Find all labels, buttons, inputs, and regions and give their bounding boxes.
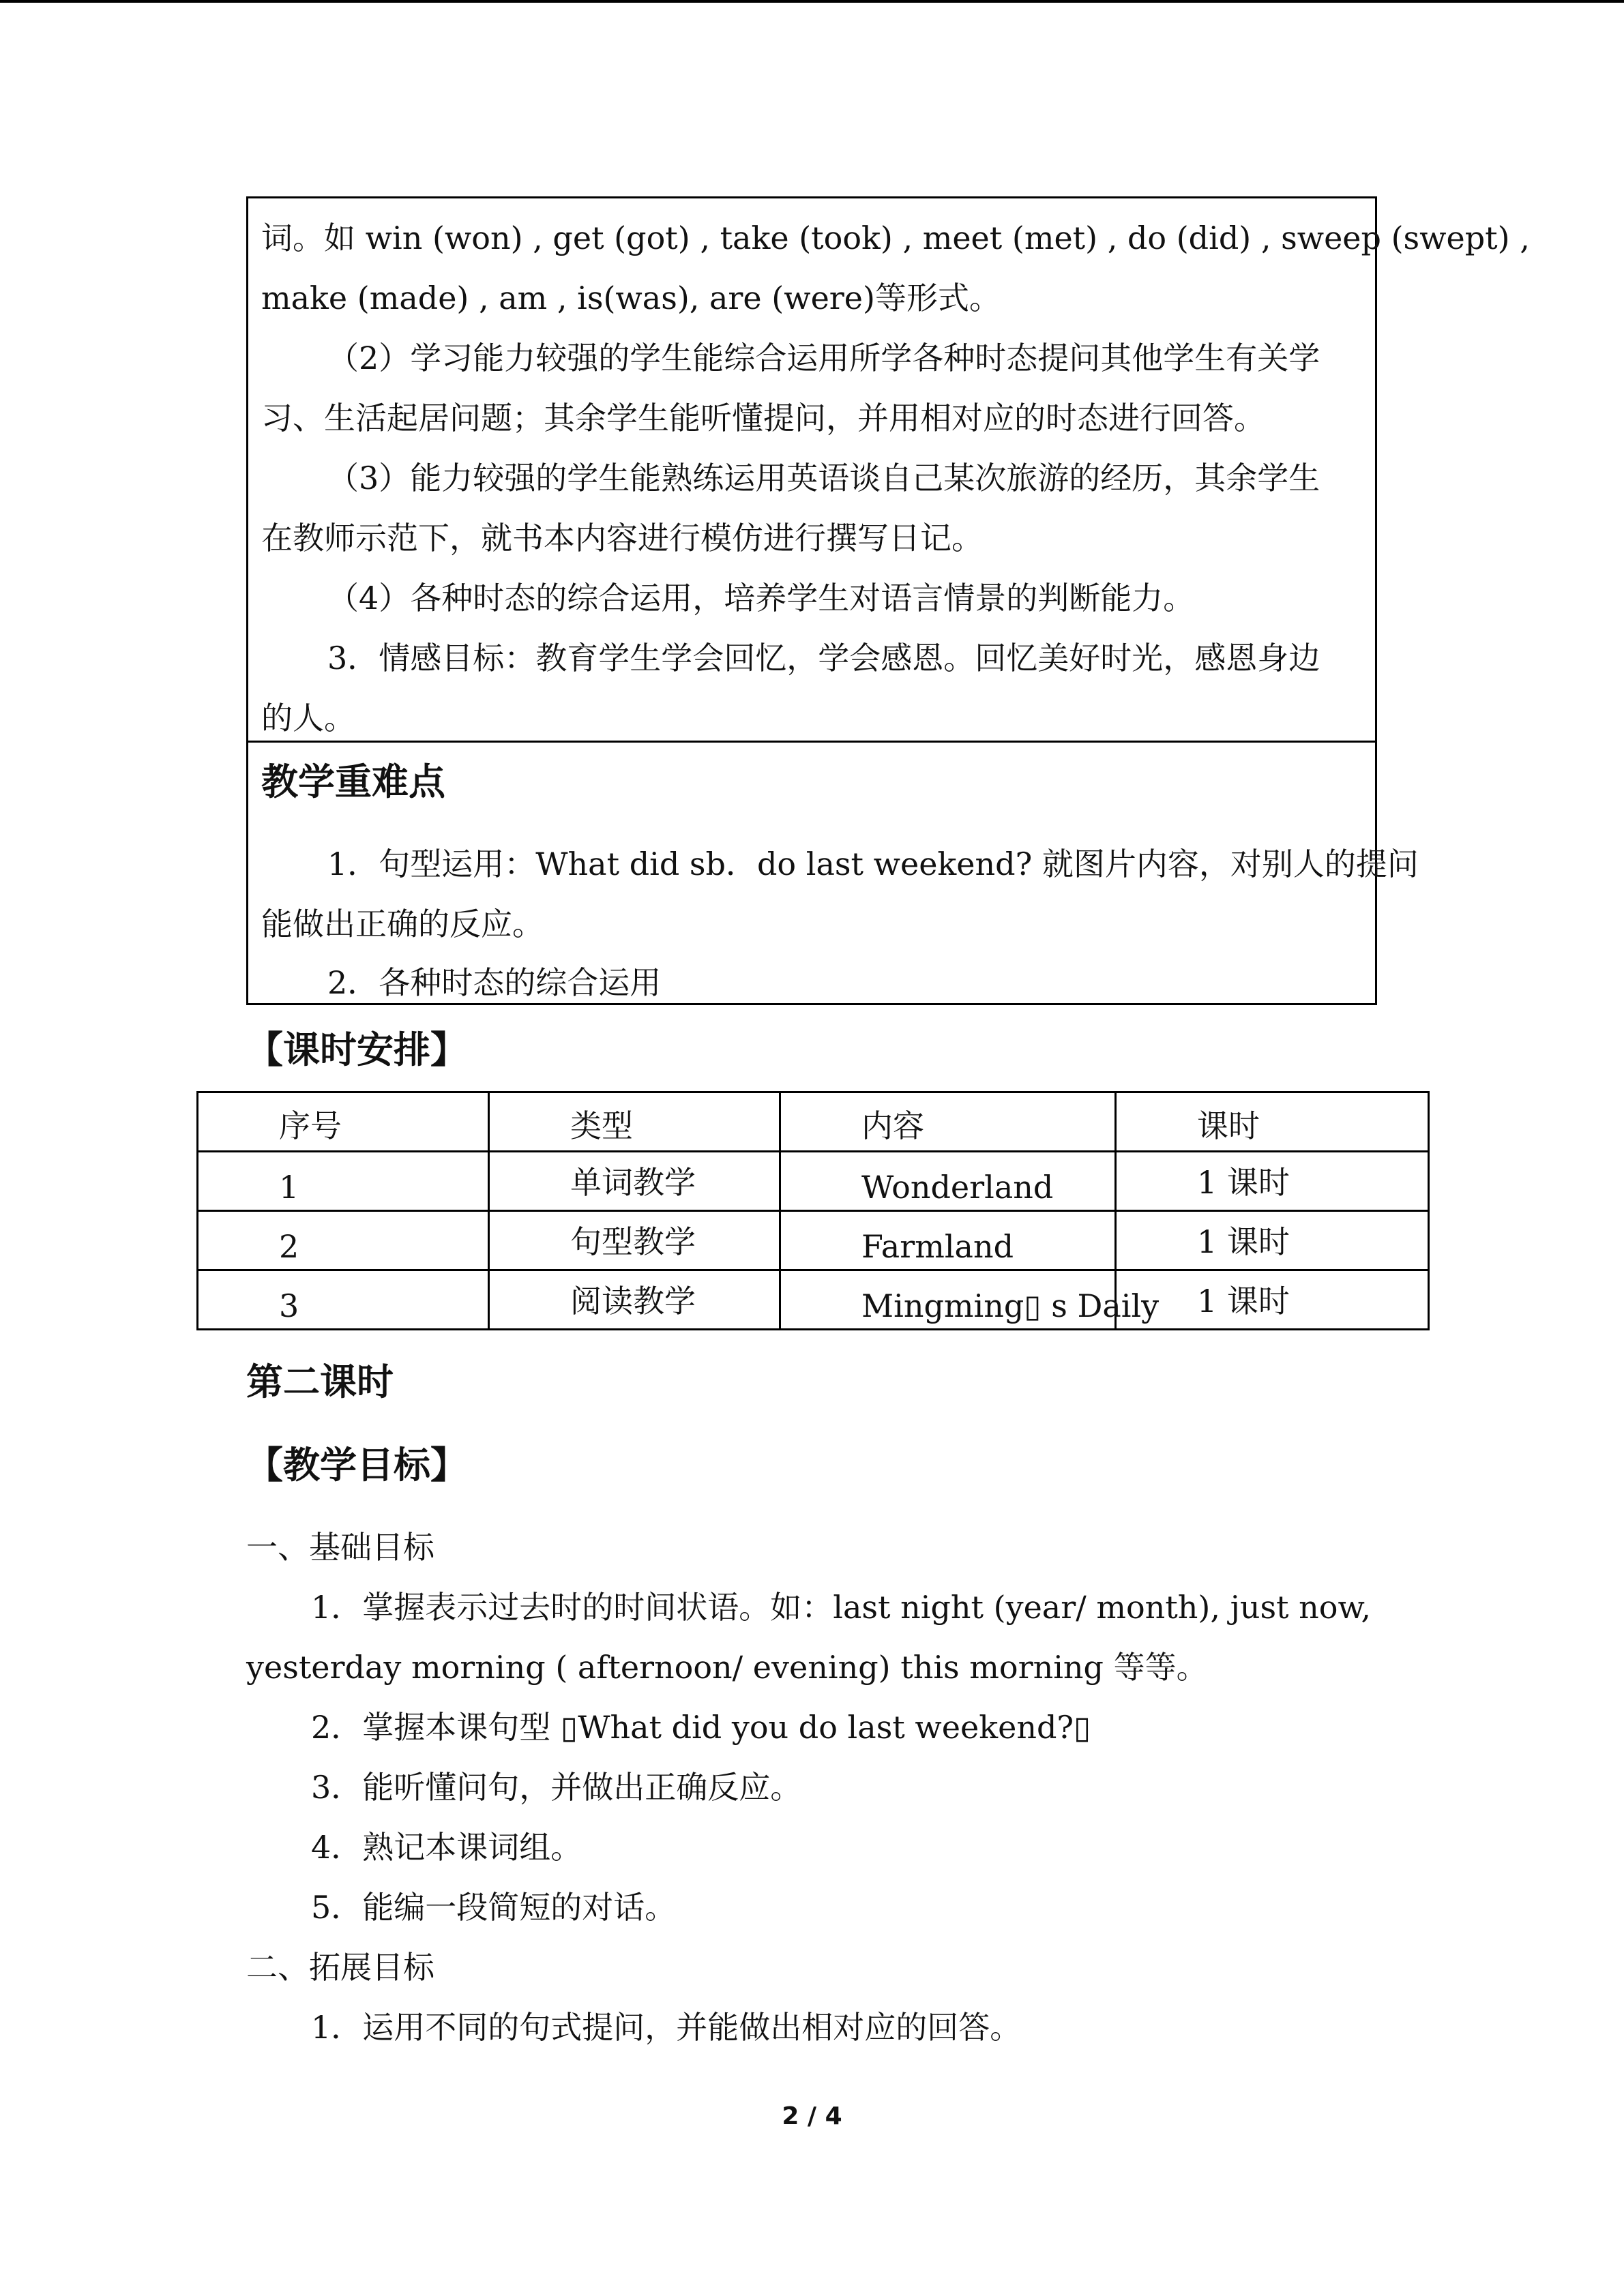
extended-goals-heading: 二、拓展目标 bbox=[246, 1949, 434, 1986]
difficulties-heading: 教学重难点 bbox=[261, 760, 445, 803]
box-line: 3．情感目标：教育学生学会回忆，学会感恩。回忆美好时光，感恩身边 bbox=[327, 640, 1320, 676]
box-line: 词。如 win (won) , get (got) , take (took) , meet (met) , do (did) , sweep (swept) , bbox=[261, 220, 1530, 256]
table-cell: 单词教学 bbox=[489, 1152, 780, 1211]
page-number: 2 / 4 bbox=[782, 2102, 842, 2130]
table-cell: 句型教学 bbox=[489, 1211, 780, 1270]
table-row bbox=[198, 1211, 1429, 1270]
column-header: 序号 bbox=[198, 1092, 489, 1152]
column-header: 课时 bbox=[1116, 1092, 1429, 1152]
table-cell: Mingming▯ s Daily bbox=[780, 1270, 1116, 1330]
top-border-line bbox=[0, 0, 1624, 3]
table-cell: 3 bbox=[198, 1270, 489, 1330]
objectives-heading: 【教学目标】 bbox=[246, 1444, 467, 1487]
basic-goal-item: 4．熟记本课词组。 bbox=[311, 1829, 582, 1866]
table-cell: 1 课时 bbox=[1116, 1211, 1429, 1270]
table-cell: 阅读教学 bbox=[489, 1270, 780, 1330]
table-cell: Wonderland bbox=[780, 1152, 1116, 1211]
table-cell: 2 bbox=[198, 1211, 489, 1270]
box-line: 习、生活起居问题；其余学生能听懂提问，并用相对应的时态进行回答。 bbox=[261, 400, 1265, 436]
schedule-table bbox=[196, 1091, 1430, 1330]
extended-goal-item: 1．运用不同的句式提问，并能做出相对应的回答。 bbox=[311, 2009, 1022, 2046]
box-line: make (made) , am , is(was), are (were)等形式。 bbox=[261, 280, 1001, 316]
box-line: （2）学习能力较强的学生能综合运用所学各种时态提问其他学生有关学 bbox=[327, 340, 1320, 376]
box-line: （3）能力较强的学生能熟练运用英语谈自己某次旅游的经历，其余学生 bbox=[327, 460, 1320, 496]
table-row bbox=[198, 1152, 1429, 1211]
table-cell: Farmland bbox=[780, 1211, 1116, 1270]
table-row bbox=[198, 1270, 1429, 1330]
table-header-row bbox=[198, 1092, 1429, 1152]
difficulty-line: 1．句型运用：What did sb．do last weekend? 就图片内容，对别人的提问 bbox=[327, 846, 1419, 882]
lesson-title: 第二课时 bbox=[246, 1360, 394, 1403]
box-divider bbox=[248, 741, 1375, 743]
basic-goals-heading: 一、基础目标 bbox=[246, 1529, 434, 1566]
schedule-heading: 【课时安排】 bbox=[246, 1028, 467, 1071]
table-cell: 1 课时 bbox=[1116, 1270, 1429, 1330]
box-line: 的人。 bbox=[261, 700, 355, 736]
basic-goal-item: 1．掌握表示过去时的时间状语。如：last night (year/ month), just now, bbox=[311, 1589, 1372, 1626]
basic-goal-item: 3．能听懂问句，并做出正确反应。 bbox=[311, 1769, 802, 1806]
basic-goal-item: 2．掌握本课句型 ▯What did you do last weekend?▯ bbox=[311, 1709, 1091, 1746]
column-header: 类型 bbox=[489, 1092, 780, 1152]
difficulty-line: 能做出正确的反应。 bbox=[261, 906, 544, 942]
table-cell: 1 bbox=[198, 1152, 489, 1211]
box-line: 在教师示范下，就书本内容进行模仿进行撰写日记。 bbox=[261, 520, 983, 556]
column-header: 内容 bbox=[780, 1092, 1116, 1152]
table-cell: 1 课时 bbox=[1116, 1152, 1429, 1211]
difficulty-line: 2．各种时态的综合运用 bbox=[327, 964, 662, 1001]
basic-goal-item: yesterday morning ( afternoon/ evening) this morning 等等。 bbox=[246, 1649, 1208, 1686]
box-line: （4）各种时态的综合运用，培养学生对语言情景的判断能力。 bbox=[327, 580, 1195, 616]
basic-goal-item: 5．能编一段简短的对话。 bbox=[311, 1889, 677, 1926]
